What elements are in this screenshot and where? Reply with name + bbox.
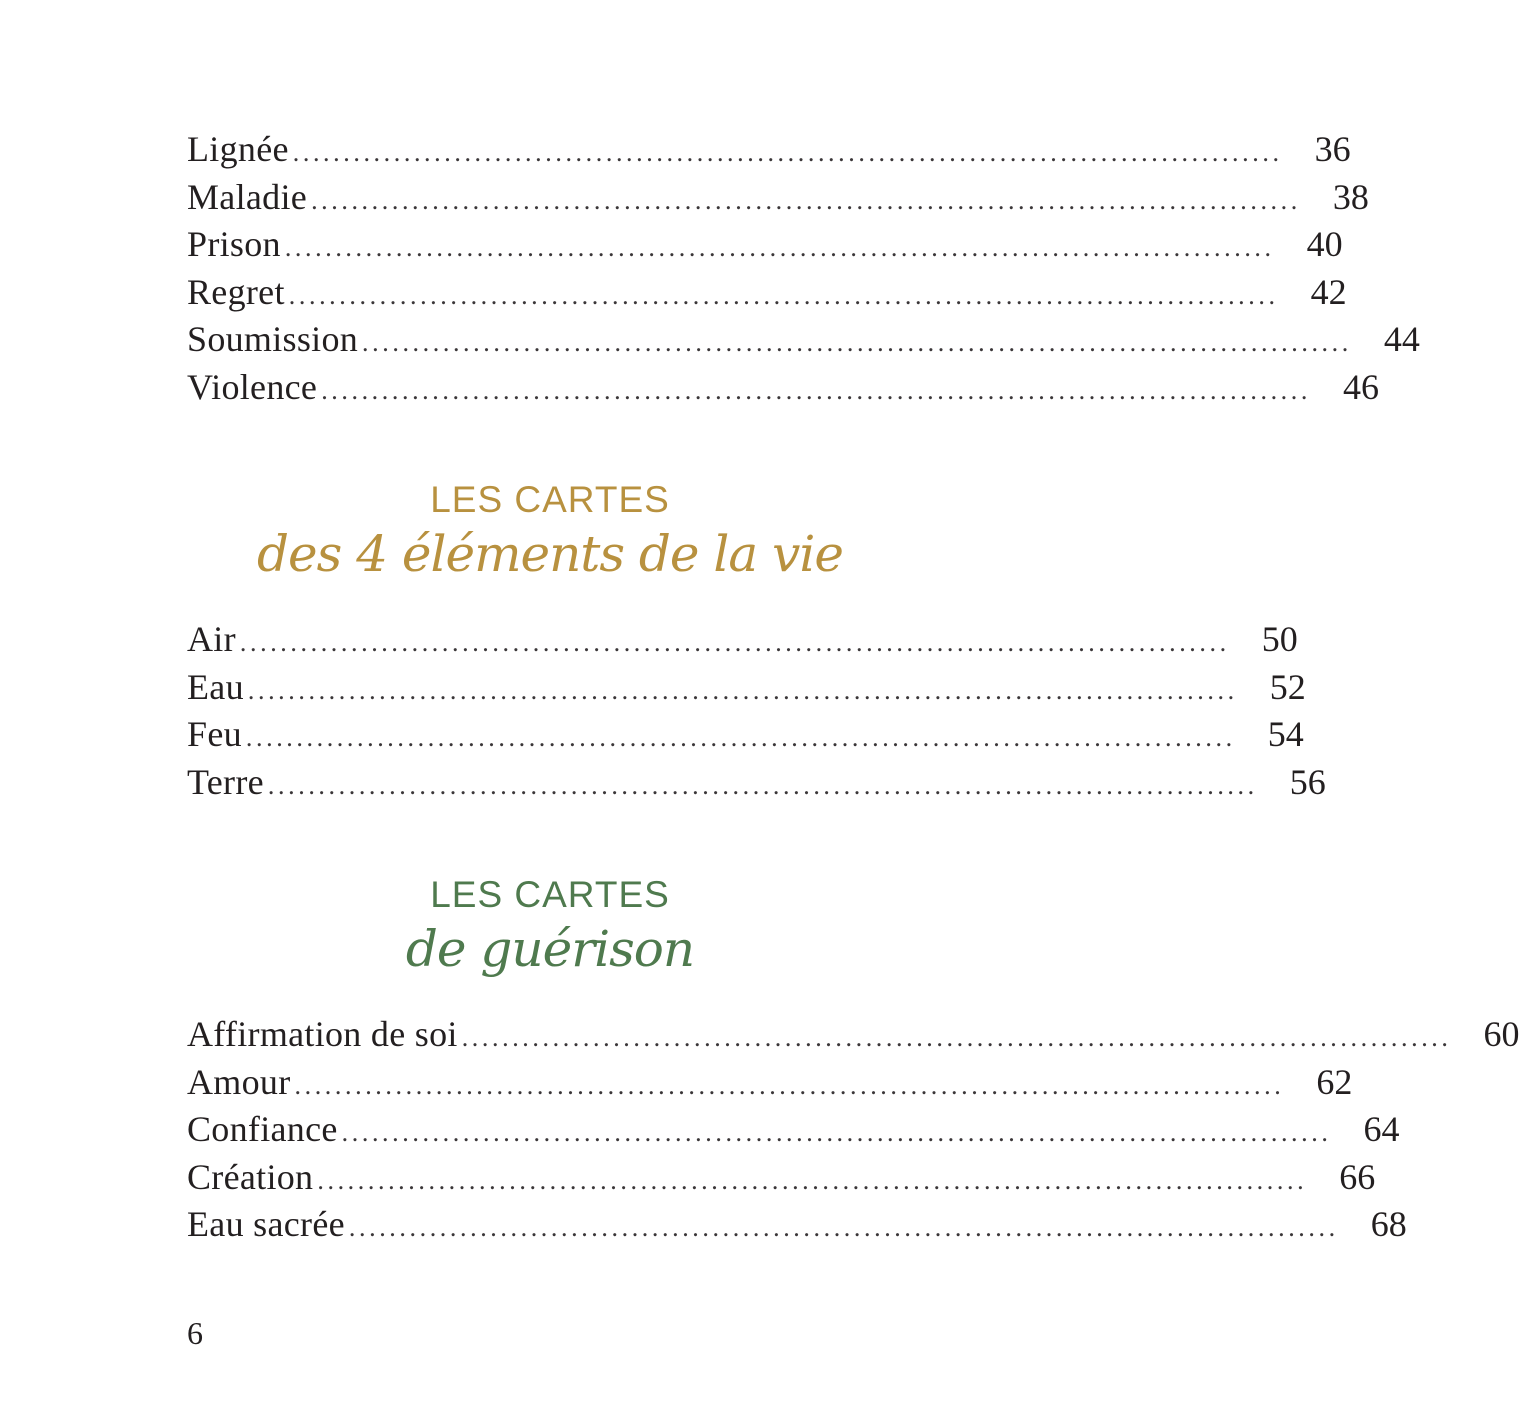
toc-entry-label: Regret <box>187 271 285 312</box>
toc-entry <box>187 711 1304 759</box>
toc-entry-label: Création <box>187 1156 314 1197</box>
section-heading-caps: LES CARTES <box>430 874 670 915</box>
dot-leader: .................................................................................................. <box>239 628 1230 657</box>
toc-entry-label: Confiance <box>187 1109 338 1149</box>
toc-section-3 <box>187 1011 1520 1249</box>
section-heading-guerison <box>0 873 1100 979</box>
toc-entry-label: Air <box>187 619 236 659</box>
toc-entry-page: 68 <box>1370 1204 1407 1244</box>
dot-leader: .................................................................................................. <box>461 1023 1452 1052</box>
toc-entry <box>187 1011 1520 1059</box>
toc-entry-label: Maladie <box>187 176 308 217</box>
toc-entry-page: 36 <box>1314 129 1351 169</box>
toc-entry <box>187 616 1298 664</box>
toc-entry <box>187 126 1351 174</box>
toc-section-2 <box>187 616 1326 806</box>
dot-leader: .................................................................................................. <box>284 233 1275 262</box>
dot-leader: .................................................................................................. <box>267 770 1258 800</box>
toc-entry-page: 52 <box>1269 666 1306 707</box>
dot-leader: .................................................................................................. <box>341 1118 1332 1147</box>
toc-entry-label: Prison <box>187 224 281 264</box>
toc-entry-page: 42 <box>1310 271 1347 312</box>
page-number: 6 <box>187 1315 203 1351</box>
dot-leader: .................................................................................................. <box>292 138 1283 167</box>
dot-leader: .................................................................................................. <box>317 1165 1308 1195</box>
toc-entry-label: Eau <box>187 666 244 707</box>
section-heading-script: des 4 éléments de la vie <box>257 525 843 583</box>
toc-entry <box>187 1106 1400 1154</box>
section-heading-script: de guérison <box>405 920 695 978</box>
toc-entry-page: 44 <box>1383 319 1420 359</box>
toc-entry-label: Lignée <box>187 129 289 169</box>
toc-entry-page: 64 <box>1363 1109 1400 1149</box>
toc-entry <box>187 664 1306 712</box>
toc-entry <box>187 1154 1376 1202</box>
toc-entry <box>187 759 1326 807</box>
toc-section-1 <box>187 126 1420 411</box>
toc-entry-page: 54 <box>1267 714 1304 754</box>
toc-entry <box>187 316 1420 364</box>
toc-entry-label: Soumission <box>187 319 359 359</box>
toc-entry <box>187 1201 1407 1249</box>
dot-leader: .................................................................................................. <box>362 328 1352 357</box>
toc-entry-page: 40 <box>1306 224 1343 264</box>
toc-entry <box>187 269 1347 317</box>
toc-entry <box>187 174 1369 222</box>
toc-entry-page: 50 <box>1261 619 1298 659</box>
toc-entry-label: Feu <box>187 714 242 754</box>
toc-entry-page: 62 <box>1316 1061 1353 1102</box>
toc-entry-page: 38 <box>1332 176 1369 217</box>
dot-leader: .................................................................................................. <box>247 675 1238 705</box>
toc-entry-label: Affirmation de soi <box>187 1014 458 1054</box>
dot-leader: .................................................................................................. <box>348 1213 1339 1242</box>
toc-entry <box>187 1059 1353 1107</box>
section-heading-caps: LES CARTES <box>430 479 670 520</box>
dot-leader: .................................................................................................. <box>245 723 1236 752</box>
toc-entry-page: 46 <box>1343 366 1379 407</box>
toc-entry-page: 56 <box>1289 761 1326 802</box>
dot-leader: .................................................................................................. <box>311 185 1301 215</box>
toc-entry <box>187 221 1343 269</box>
dot-leader: .................................................................................................. <box>288 280 1279 310</box>
toc-entry-label: Terre <box>187 761 264 802</box>
dot-leader: .................................................................................................. <box>321 375 1311 405</box>
toc-entry-page: 66 <box>1339 1156 1376 1197</box>
toc-entry-label: Amour <box>187 1061 291 1102</box>
toc-entry <box>187 364 1379 412</box>
toc-entry-label: Eau sacrée <box>187 1204 345 1244</box>
toc-entry-page: 60 <box>1483 1014 1520 1054</box>
toc-entry-label: Violence <box>187 366 318 407</box>
section-heading-elements <box>0 478 1100 584</box>
dot-leader: .................................................................................................. <box>294 1070 1285 1100</box>
